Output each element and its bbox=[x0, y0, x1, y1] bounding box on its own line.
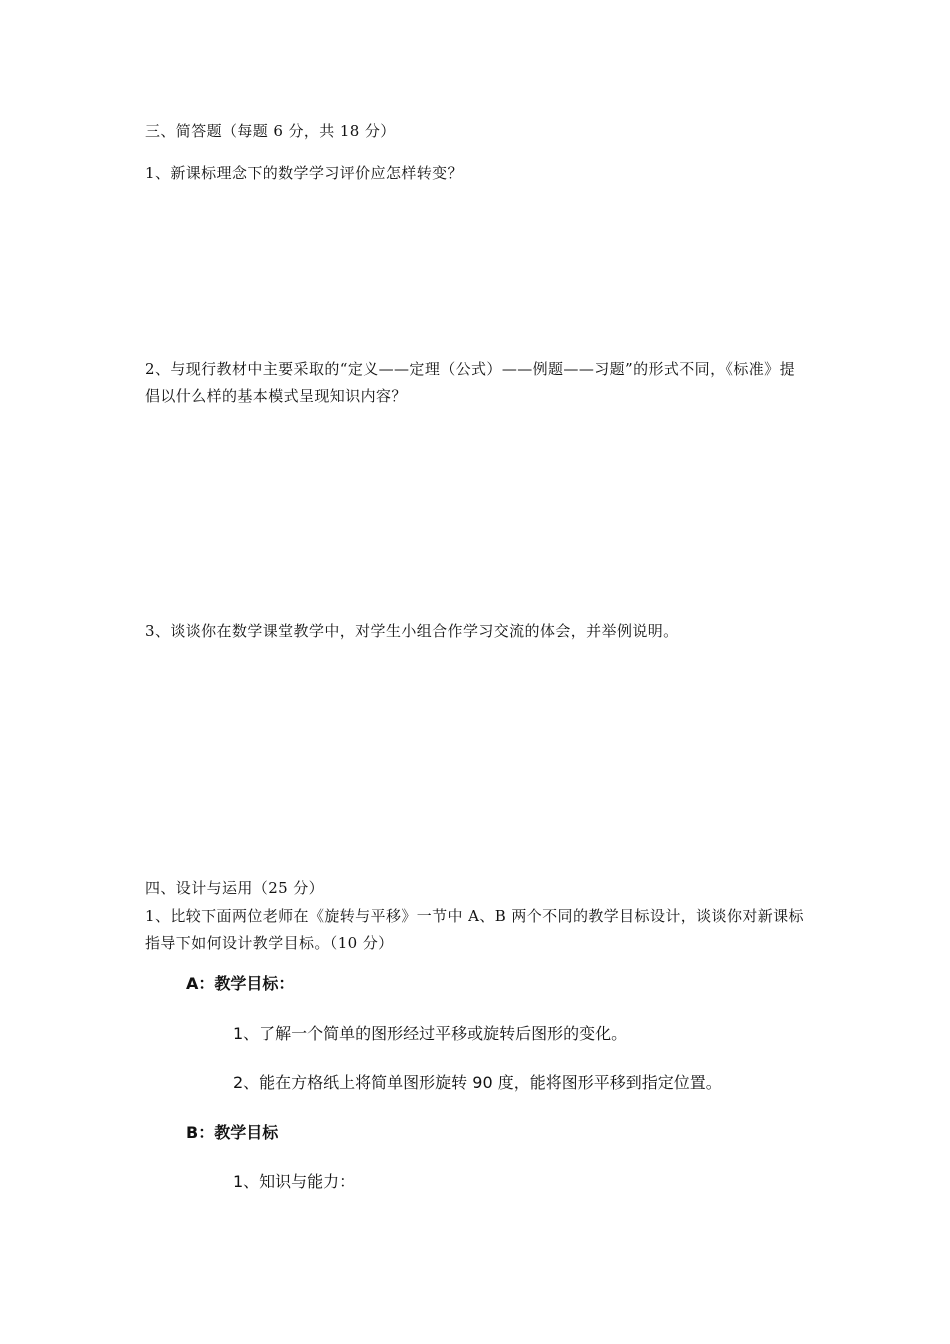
objective-a-item-1: 1、了解一个简单的图形经过平移或旋转后图形的变化。 bbox=[233, 1024, 628, 1043]
section-3-heading: 三、简答题（每题 6 分，共 18 分） bbox=[145, 122, 396, 140]
objective-b-title: B：教学目标 bbox=[186, 1123, 279, 1142]
objective-a-item-2: 2、能在方格纸上将简单图形旋转 90 度，能将图形平移到指定位置。 bbox=[233, 1073, 722, 1092]
section-4-heading: 四、设计与运用（25 分） bbox=[145, 879, 325, 897]
question-3-3: 3、谈谈你在数学课堂教学中，对学生小组合作学习交流的体会，并举例说明。 bbox=[145, 622, 679, 640]
objective-b-item-1: 1、知识与能力： bbox=[233, 1172, 356, 1191]
objective-a-title: A：教学目标： bbox=[186, 974, 295, 993]
question-3-2: 2、与现行教材中主要采取的“定义——定理（公式）——例题——习题”的形式不同，《标准》提倡以什么样的基本模式呈现知识内容？ bbox=[145, 360, 795, 405]
question-4-1: 1、比较下面两位老师在《旋转与平移》一节中 A、B 两个不同的教学目标设计，谈谈你对新课标指导下如何设计教学目标。（10 分） bbox=[145, 907, 804, 952]
question-3-1: 1、新课标理念下的数学学习评价应怎样转变？ bbox=[145, 164, 463, 182]
